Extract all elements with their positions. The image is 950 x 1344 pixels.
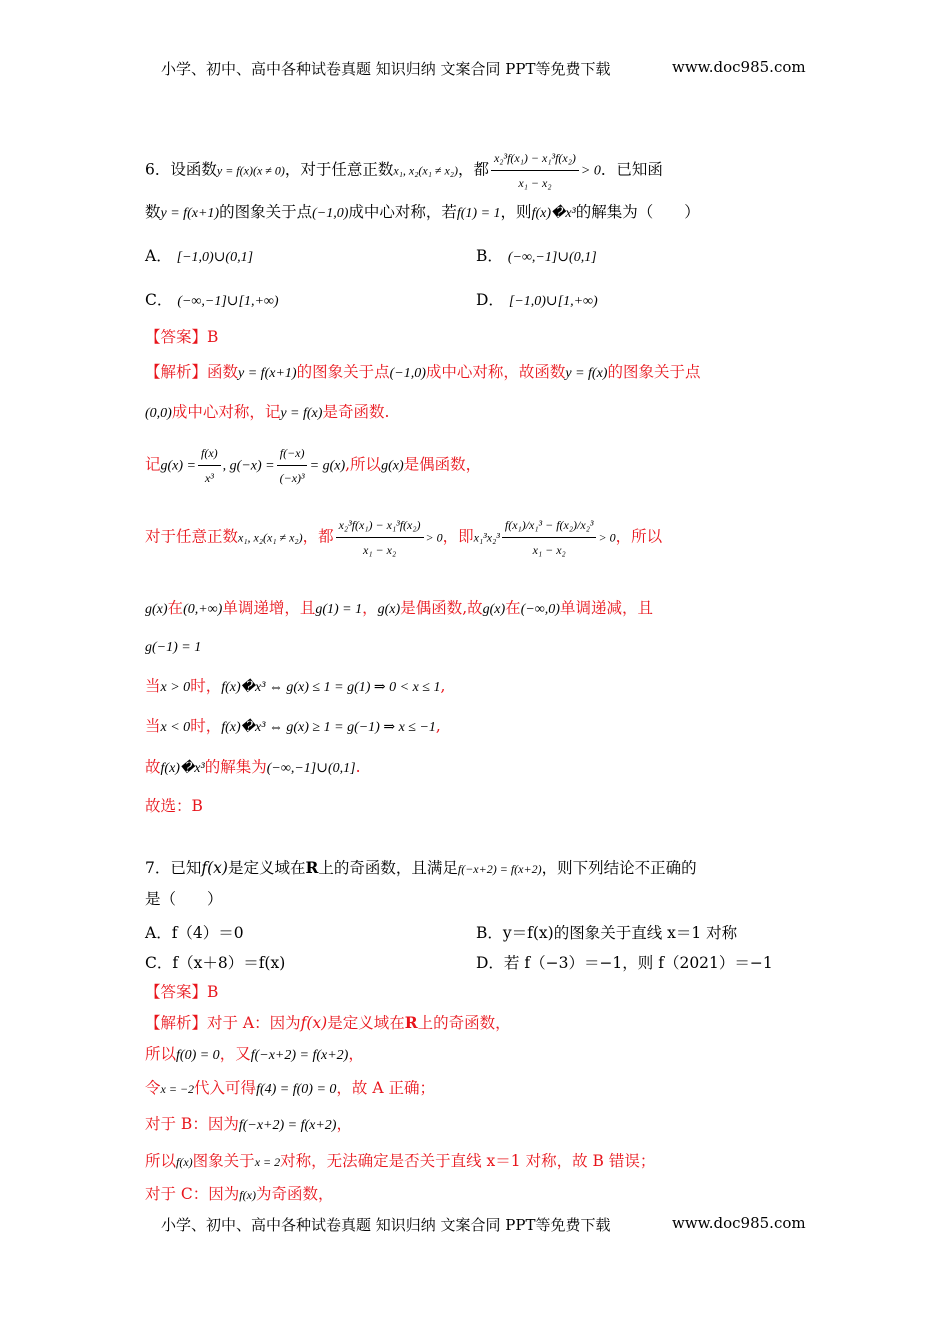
q6-solution-4: 对于任意正数x₁, x₂(x₁ ≠ x₂)，都 $\frac{\text{x₂³f(x₁) − x₁³f(x₂)}}{\text{x₁ − x₂}}$ > 0，即x₁³x₂³ $\frac{\text{f(x₁)/x₁³ − f(x₂)/x₂³}}{\text{x₁ − x₂}}$ > 0，所以 [145, 515, 662, 560]
q7-line-2: 是（ ） [145, 890, 223, 908]
q6-solution-1: 【解析】函数y = f(x+1)的图象关于点(−1,0)成中心对称，故函数y = f(x)的图象关于点 [145, 363, 701, 381]
q7-answer: 【答案】B [145, 983, 219, 1001]
footer-text: 小学、初中、高中各种试卷真题 知识归纳 文案合同 PPT等免费下载 [161, 1216, 611, 1234]
header-text: 小学、初中、高中各种试卷真题 知识归纳 文案合同 PPT等免费下载 [161, 60, 611, 78]
q7-solution-6: 对于 C：因为f(x)为奇函数， [145, 1185, 334, 1203]
q6-solution-10: 故选：B [145, 797, 203, 815]
q6-option-c[interactable]: C． (−∞,−1]∪[1,+∞) [145, 291, 279, 309]
q7-option-d[interactable]: D．若 f（−3）＝−1，则 f（2021）＝−1 [476, 954, 773, 972]
q7-line-1: 7．已知f(x)是定义域在R上的奇函数，且满足f(−x+2) = f(x+2)，则下列结论不正确的 [145, 858, 697, 877]
header-url[interactable]: www.doc985.com [672, 58, 806, 76]
q6-option-d[interactable]: D． [−1,0)∪[1,+∞) [476, 291, 598, 309]
q6-answer: 【答案】B [145, 328, 219, 346]
q7-option-c[interactable]: C．f（x＋8）＝f(x) [145, 954, 286, 972]
q6-option-b[interactable]: B． (−∞,−1]∪(0,1] [476, 247, 597, 265]
q6-solution-6: g(−1) = 1 [145, 640, 202, 655]
q6-option-a[interactable]: A． [−1,0)∪(0,1] [145, 247, 254, 265]
q6-line-1: 6．设函数y = f(x)(x ≠ 0)，对于任意正数x₁, x₂(x₁ ≠ x₂)，都 $\frac{\text{x₂³f(x₁) − x₁³f(x₂)}}{\text{x₁ − x₂}}$ > 0．已知函 [145, 148, 663, 193]
q7-solution-5: 所以f(x)图象关于x = 2对称，无法确定是否关于直线 x＝1 对称，故 B 错误； [145, 1152, 656, 1170]
q6-solution-3: 记g(x) = $\frac{f(x)}{\text{x³}}$ , g(−x) = $\frac{f(-x)}{\text{(−x)³}}$ = g(x),所以g(x)是偶函数， [145, 443, 481, 488]
q6-line-2: 数y = f(x+1)的图象关于点(−1,0)成中心对称，若f(1) = 1，则f(x)�x³的解集为（ ） [145, 203, 700, 221]
q7-solution-2: 所以f(0) = 0，又f(−x+2) = f(x+2)， [145, 1045, 364, 1063]
q6-solution-7: 当x > 0时，f(x)�x³ ⇔ g(x) ≤ 1 = g(1) ⇒ 0 < x ≤ 1, [145, 677, 446, 695]
q7-solution-3: 令x = −2代入可得f(4) = f(0) = 0，故 A 正确； [145, 1079, 435, 1097]
q7-solution-1: 【解析】对于 A：因为f(x)是定义域在R上的奇函数， [145, 1013, 511, 1032]
q6-solution-5: g(x)在(0,+∞)单调递增，且g(1) = 1，g(x)是偶函数,故g(x)在(−∞,0)单调递减，且 [145, 599, 653, 617]
footer-url[interactable]: www.doc985.com [672, 1214, 806, 1232]
q7-option-a[interactable]: A．f（4）＝0 [145, 924, 244, 942]
q7-solution-4: 对于 B：因为f(−x+2) = f(x+2)， [145, 1115, 352, 1133]
q6-solution-2: (0,0)成中心对称，记y = f(x)是奇函数. [145, 403, 390, 421]
q7-option-b[interactable]: B．y＝f(x)的图象关于直线 x＝1 对称 [476, 924, 738, 942]
q6-solution-9: 故f(x)�x³的解集为(−∞,−1]∪(0,1]. [145, 758, 361, 776]
q6-solution-8: 当x < 0时，f(x)�x³ ⇔ g(x) ≥ 1 = g(−1) ⇒ x ≤ −1, [145, 717, 441, 735]
